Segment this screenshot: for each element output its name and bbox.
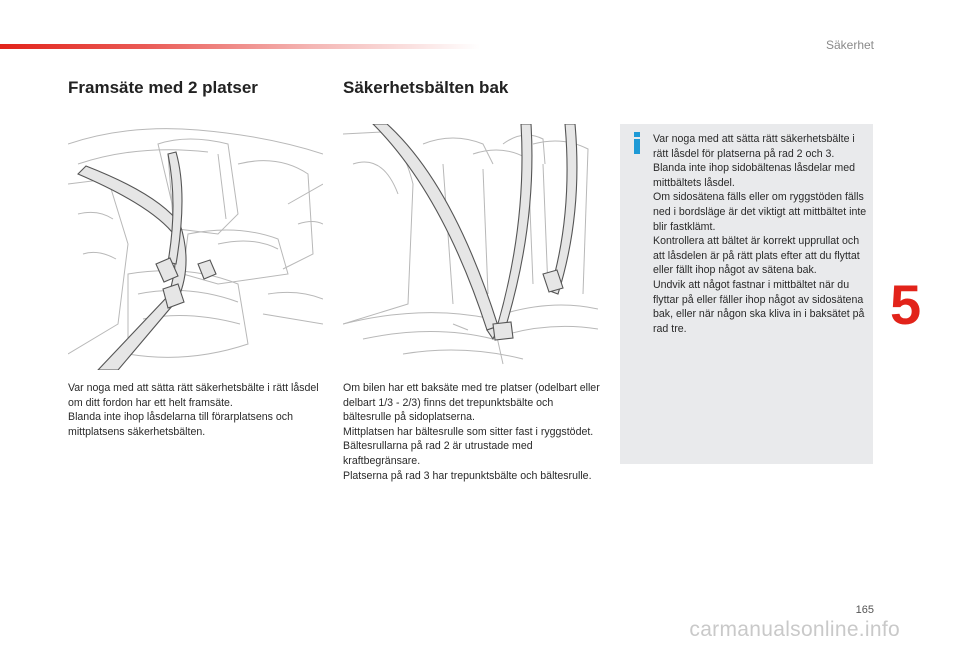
paragraph: Mittplatsen har bältesrulle som sitter fast i ryggstödet. [343, 425, 594, 438]
paragraph: Var noga med att sätta rätt säkerhetsbälte i rätt låsdel om ditt fordon har ett helt framsäte. [68, 382, 319, 409]
paragraph: Undvik att något fastnar i mittbältet när du flyttar på eller fäller ihop något av sidosätena bak, eller när någon ska kliva in i baksätet på rad tre. [653, 278, 865, 335]
front-bench-text [68, 381, 326, 439]
paragraph: Om sidosätena fälls eller om ryggstöden fälls ned i bordsläge är det viktigt att mittbältet inte blir fastklämt. [653, 191, 867, 233]
rear-belts-text [343, 381, 601, 483]
section-title: Säkerhet [825, 38, 874, 52]
paragraph: Platserna på rad 3 har trepunktsbälte och bältesrulle. [343, 469, 592, 482]
front-bench-heading: Framsäte med 2 platser [68, 78, 258, 97]
info-text [653, 132, 868, 336]
watermark: carmanualsonline.info [689, 618, 900, 641]
front-bench-seatbelt-illustration [68, 124, 323, 370]
rear-seatbelts-illustration [343, 124, 598, 370]
paragraph: Blanda inte ihop låsdelarna till förarplatsens och mittplatsens säkerhetsbälten. [68, 411, 293, 438]
page-number: 165 [855, 604, 874, 616]
rear-belts-heading: Säkerhetsbälten bak [343, 78, 509, 97]
header-accent-bar [0, 44, 480, 49]
info-box [620, 124, 873, 464]
paragraph: Var noga med att sätta rätt säkerhetsbälte i rätt låsdel för platserna på rad 2 och 3. [653, 133, 855, 160]
paragraph: Blanda inte ihop sidobältenas låsdelar med mittbältets låsdel. [653, 162, 856, 189]
paragraph: Om bilen har ett baksäte med tre platser (odelbart eller delbart 1/3 - 2/3) finns det trepunktsbälte och bältesrulle på sidoplatserna. [343, 382, 600, 424]
paragraph: Bältesrullarna på rad 2 är utrustade med kraftbegränsare. [343, 440, 533, 467]
info-icon [630, 132, 644, 154]
chapter-number: 5 [890, 273, 922, 336]
paragraph: Kontrollera att bältet är korrekt upprullat och att låsdelen är på rätt plats efter att du flyttat eller fällt ihop något av sätena bak. [653, 235, 860, 277]
